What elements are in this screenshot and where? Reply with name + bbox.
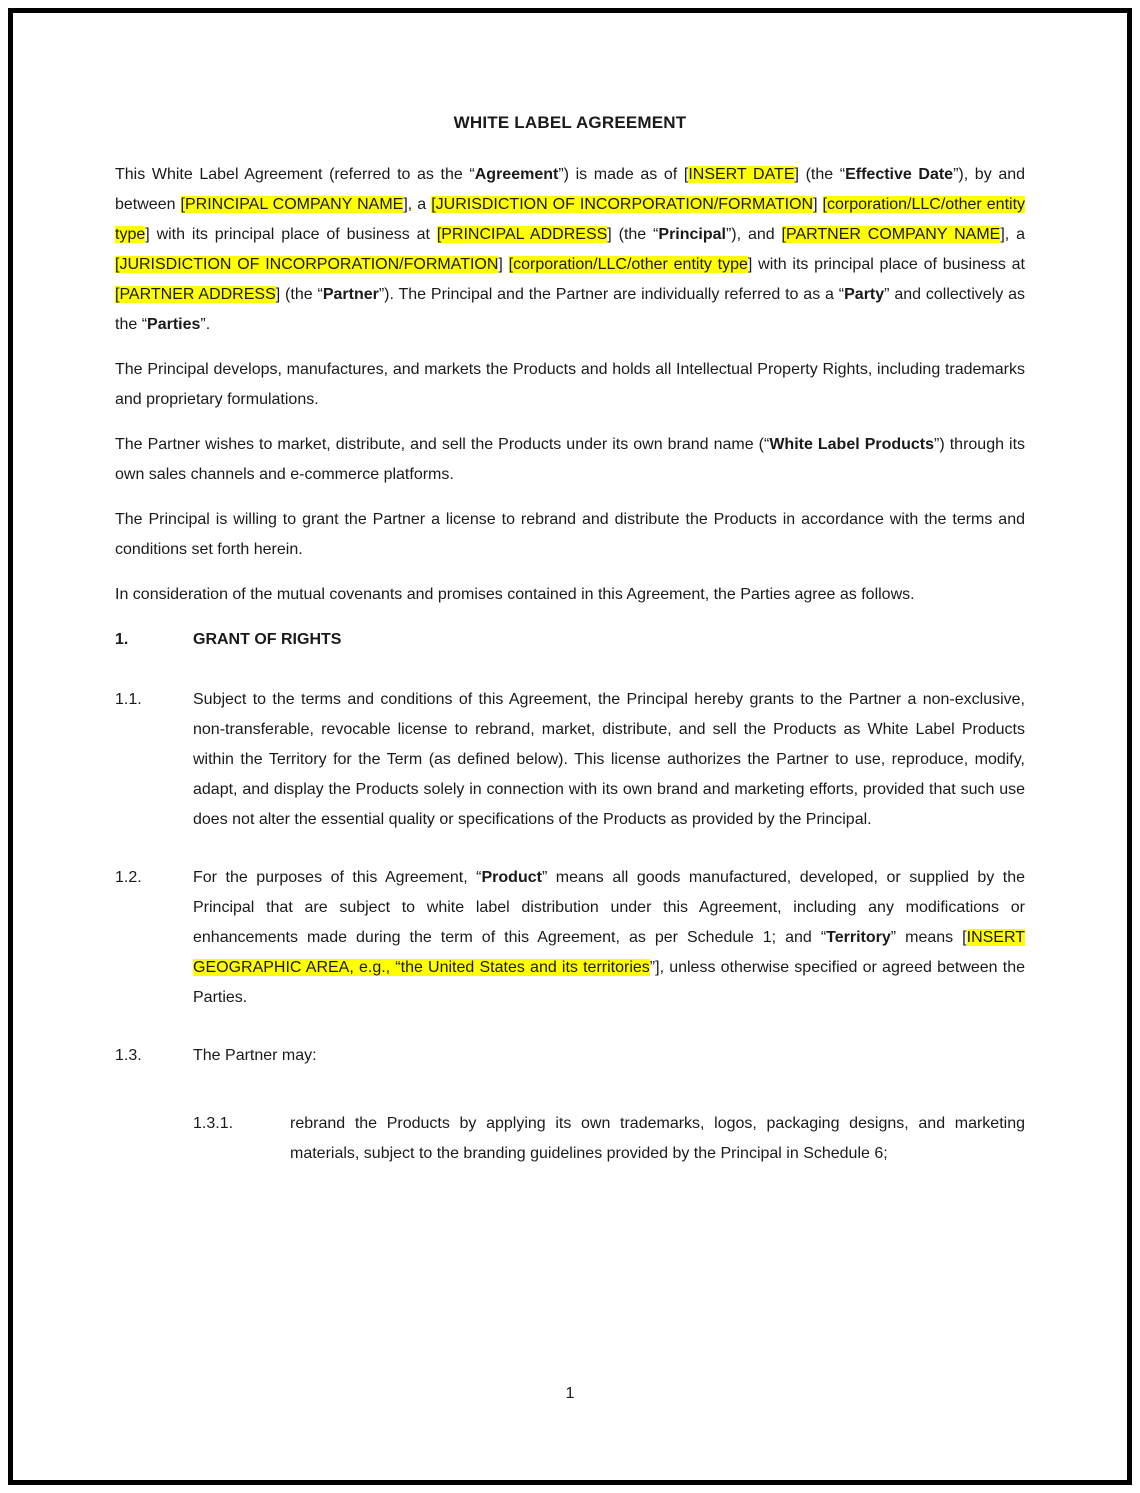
section-number: 1. [115,631,129,648]
highlighted-placeholder: INSERT GEOGRAPHIC AREA, e.g., “the United States and its territories [193,929,1026,976]
text-run: ”) is made as of [ [558,166,689,183]
text-run: In consideration of the mutual covenants and promises contained in this Agreement, the Parties agree as follows. [115,586,915,603]
text-run: For the purposes of this Agreement, “ [193,869,482,886]
bold-text: Principal [658,226,726,243]
text-run: ” means all goods manufactured, developed, or supplied by the Principal that are subject to white label distribution under this Agreement, including any modifications or enhancements made during the term of this Agreement, as per Schedule 1; and “ [193,869,1025,946]
text-run: Subject to the terms and conditions of this Agreement, the Principal hereby grants to the Partner a non-exclusive, non-transferable, revocable license to rebrand, market, distribute, and sell the Products as White Label Products within the Territory for the Term (as defined below). This license authorizes the Partner to use, reproduce, modify, adapt, and display the Products solely in connection with its own brand and marketing efforts, provided that such use does not alter the essential quality or specifications of the Products as provided by the Principal. [193,691,1025,828]
text-run: The Partner wishes to market, distribute, and sell the Products under its own brand name (“ [115,436,770,453]
highlighted-placeholder: [PARTNER ADDRESS [115,286,276,303]
text-run: rebrand the Products by applying its own trademarks, logos, packaging designs, and marketing materials, subject to the branding guidelines provided by the Principal in Schedule 6; [290,1115,1025,1162]
clause-text [193,685,1025,835]
highlighted-placeholder: [corporation/LLC/other entity type [508,256,748,273]
clause [115,1041,1025,1071]
text-run: ] with its principal place of business at [145,226,437,243]
bold-text: Territory [826,929,891,946]
text-run: ” means [ [890,929,967,946]
text-run: ”), and [725,226,782,243]
paragraph [115,160,1025,340]
clause-number: 1.1. [115,691,142,708]
clause [115,863,1025,1013]
text-run: ] (the “ [607,226,659,243]
text-run: ] [813,196,823,213]
page-number: 1 [565,1385,575,1402]
bold-text: Effective Date [845,166,954,183]
highlighted-placeholder: [JURISDICTION OF INCORPORATION/FORMATION [115,256,499,273]
paragraph [115,430,1025,490]
paragraph [115,580,1025,610]
text-run: ], a [1000,226,1026,243]
text-run: ] [498,256,509,273]
section-heading [115,625,1025,655]
clause-number: 1.2. [115,869,142,886]
text-run: ] (the “ [275,286,323,303]
clause-number: 1.3. [115,1047,142,1064]
text-run: The Principal is willing to grant the Partner a license to rebrand and distribute the Products in accordance with the terms and conditions set forth herein. [115,511,1025,558]
clause [193,1109,1025,1169]
highlighted-placeholder: [PRINCIPAL COMPANY NAME [180,196,404,213]
highlighted-placeholder: [JURISDICTION OF INCORPORATION/FORMATION [431,196,814,213]
bold-text: Parties [147,316,201,333]
document-title: WHITE LABEL AGREEMENT [453,113,687,132]
text-run: ] with its principal place of business at [747,256,1026,273]
text-run: This White Label Agreement (referred to as the “ [115,166,475,183]
bold-text: Partner [322,286,379,303]
clause-text [193,1041,1025,1071]
section-heading-text: GRANT OF RIGHTS [193,631,342,648]
text-run: The Partner may: [193,1047,317,1064]
text-run: ” and collectively as the “ [115,286,1026,333]
clause [115,685,1025,835]
text-run: ”), by and between [115,166,1026,213]
text-run: ], a [403,196,432,213]
highlighted-placeholder: INSERT DATE [688,166,795,183]
paragraph [115,355,1025,415]
text-run: The Principal develops, manufactures, and markets the Products and holds all Intellectual Property Rights, including trademarks and proprietary formulations. [115,361,1025,408]
text-run: ”). The Principal and the Partner are individually referred to as a “ [378,286,845,303]
clause-text [290,1109,1025,1169]
bold-text: Product [481,869,542,886]
text-run: ”) through its own sales channels and e-commerce platforms. [115,436,1026,483]
text-run: ”. [200,316,211,333]
document-body [115,160,1025,1169]
highlighted-placeholder: [PARTNER COMPANY NAME [781,226,1001,243]
text-run: ] (the “ [794,166,846,183]
clause-text [193,863,1025,1013]
highlighted-placeholder: [PRINCIPAL ADDRESS [436,226,608,243]
bold-text: Agreement [474,166,559,183]
bold-text: Party [844,286,885,303]
paragraph [115,505,1025,565]
document-content [115,112,1025,1197]
text-run: ”], unless otherwise specified or agreed between the Parties. [193,959,1025,1006]
bold-text: White Label Products [769,436,935,453]
clause-number: 1.3.1. [193,1115,234,1132]
highlighted-placeholder: [corporation/LLC/other entity type [115,196,1026,243]
